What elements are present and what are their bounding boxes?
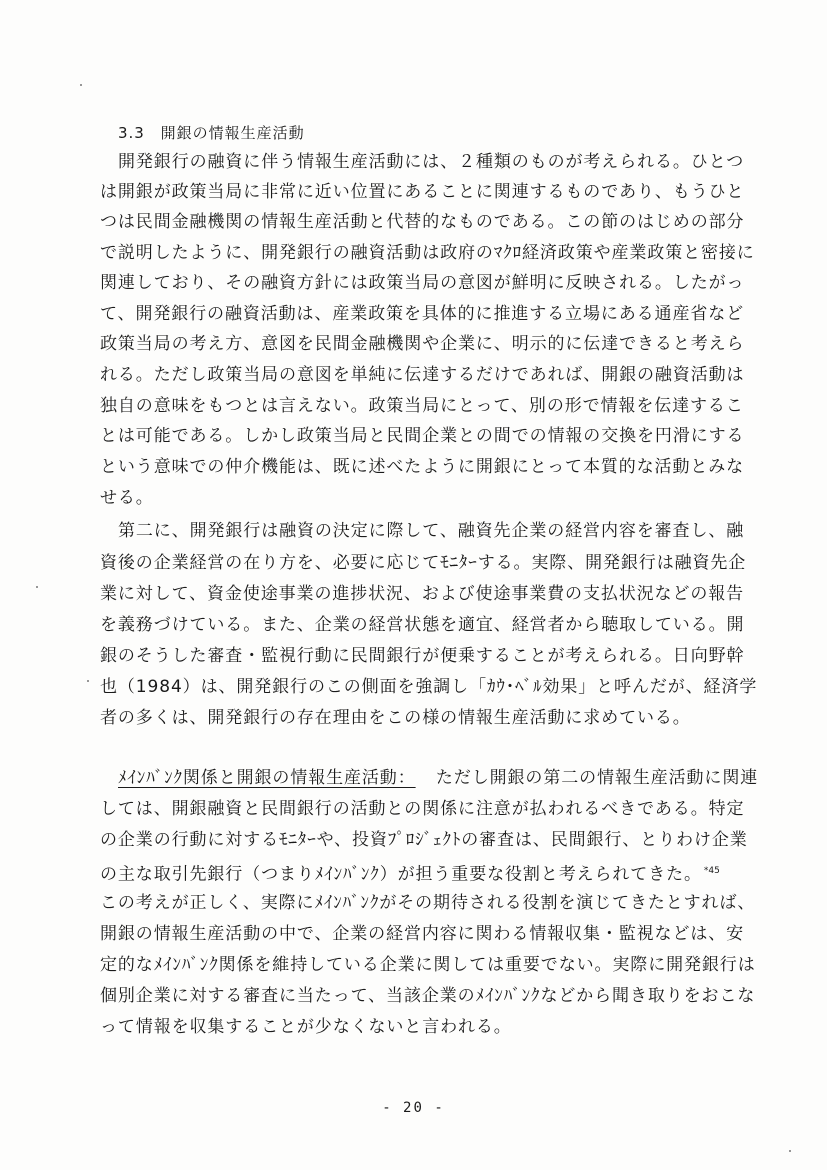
page-number: - 20 - — [382, 1100, 445, 1116]
scan-speck — [87, 680, 89, 682]
body-text-line: しては、開銀融資と民間銀行の活動との関係に注意が払われるべきである。特定 — [100, 799, 745, 819]
body-text-line: を義務づけている。また、企業の経営状態を適宜、経営者から聴取している。開 — [100, 615, 745, 635]
body-text-line: 者の多くは、開発銀行の存在理由をこの様の情報生産活動に求めている。 — [100, 708, 691, 728]
body-text-line: て、開発銀行の融資活動は、産業政策を具体的に推進する立場にある通産省など — [100, 304, 745, 324]
body-text-fragment: ただし開銀の第二の情報生産活動に関連 — [435, 768, 759, 788]
body-text-line: 政策当局の考え方、意図を民間金融機関や企業に、明示的に伝達できると考えら — [100, 334, 745, 354]
scan-speck — [789, 1150, 791, 1152]
body-text-line: せる。 — [100, 488, 154, 508]
body-text-line: 開発銀行の融資に伴う情報生産活動には、２種類のものが考えられる。ひとつ — [118, 152, 745, 172]
body-text-line: で説明したように、開発銀行の融資活動は政府のﾏｸﾛ経済政策や産業政策と密接に — [100, 243, 755, 263]
section-title: 開銀の情報生産活動 — [160, 124, 305, 142]
scan-speck — [80, 84, 82, 86]
footnote-marker: *45 — [703, 866, 720, 876]
body-text-line-with-note — [100, 861, 720, 885]
section-number: 3.3 — [118, 124, 145, 142]
body-text-line: 開銀の情報生産活動の中で、企業の経営内容に関わる情報収集・監視などは、安 — [100, 924, 745, 944]
scan-speck — [36, 586, 38, 588]
body-text-line: 個別企業に対する審査に当たって、当該企業のﾒｲﾝﾊﾞﾝｸなどから聞き取りをおこな — [100, 986, 756, 1006]
body-text-line: 業に対して、資金使途事業の進捗状況、および使途事業費の支払状況などの報告 — [100, 584, 745, 604]
body-text-line: という意味での仲介機能は、既に述べたように開銀にとって本質的な活動とみな — [100, 457, 745, 477]
body-text-fragment: の主な取引先銀行（つまりﾒｲﾝﾊﾞﾝｸ）が担う重要な役割と考えられてきた。 — [100, 864, 702, 885]
body-text-line: って情報を収集することが少なくないと言われる。 — [100, 1017, 512, 1037]
body-text-line-first — [118, 768, 758, 788]
body-text-line: 銀のそうした審査・監視行動に民間銀行が便乗することが考えられる。日向野幹 — [100, 646, 745, 666]
body-text-line: 関連しており、その融資方針には政策当局の意図が鮮明に反映される。したがっ — [100, 273, 745, 293]
body-text-line: 定的なﾒｲﾝﾊﾞﾝｸ関係を維持している企業に関しては重要でない。実際に開発銀行は — [100, 955, 756, 975]
body-text-line: れる。ただし政策当局の意図を単純に伝達するだけであれば、開銀の融資活動は — [100, 365, 745, 385]
body-text-line: 也（1984）は、開発銀行のこの側面を強調し「ｶｳ･ﾍﾞﾙ効果」と呼んだが、経済学 — [100, 677, 758, 697]
body-text-line: 資後の企業経営の在り方を、必要に応じてﾓﾆﾀｰする。実際、開発銀行は融資先企 — [100, 553, 747, 573]
body-text-line: の企業の行動に対するﾓﾆﾀｰや、投資ﾌﾟﾛｼﾞｪｸﾄの審査は、民間銀行、とりわけ企業 — [100, 830, 748, 850]
paragraph-subheading: ﾒｲﾝﾊﾞﾝｸ関係と開銀の情報生産活動： — [118, 768, 416, 788]
body-text-line: 独自の意味をもつとは言えない。政策当局にとって、別の形で情報を伝達するこ — [100, 396, 744, 416]
body-text-line: は開銀が政策当局に非常に近い位置にあることに関連するものであり、もうひと — [100, 182, 745, 202]
section-heading — [118, 122, 305, 143]
body-text-line: この考えが正しく、実際にﾒｲﾝﾊﾞﾝｸがその期待される役割を演じてきたとすれば、 — [100, 893, 756, 913]
body-text-line: 第二に、開発銀行は融資の決定に際して、融資先企業の経営内容を審査し、融 — [118, 521, 745, 541]
body-text-line: とは可能である。しかし政策当局と民間企業との間での情報の交換を円滑にする — [100, 426, 745, 446]
body-text-line: つは民間金融機関の情報生産活動と代替的なものである。この節のはじめの部分 — [100, 212, 745, 232]
